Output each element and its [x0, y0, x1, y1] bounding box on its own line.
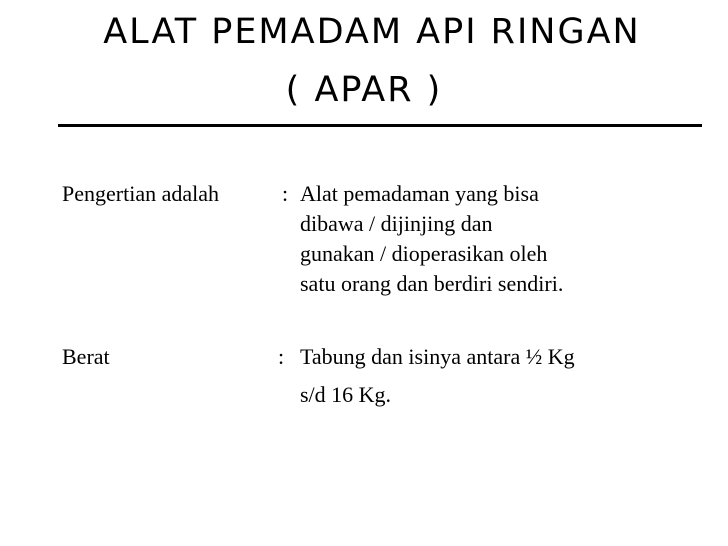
definition-line-1: Alat pemadaman yang bisa [300, 181, 539, 206]
weight-colon: : [278, 344, 285, 369]
definition-line-4: satu orang dan berdiri sendiri. [300, 271, 564, 296]
definition-line-2: dibawa / dijinjing dan [300, 211, 493, 236]
title-divider [58, 124, 702, 127]
weight-label: Berat [62, 344, 110, 369]
weight-line-2: s/d 16 Kg. [300, 382, 392, 407]
definition-label: Pengertian adalah [62, 181, 219, 206]
weight-line-1: Tabung dan isinya antara ½ Kg [300, 344, 575, 369]
slide-title-line-2: ( APAR ) [285, 70, 443, 110]
slide-title-line-1: ALAT PEMADAM API RINGAN [103, 12, 641, 52]
definition-colon: : [282, 181, 289, 206]
definition-line-3: gunakan / dioperasikan oleh [300, 241, 548, 266]
